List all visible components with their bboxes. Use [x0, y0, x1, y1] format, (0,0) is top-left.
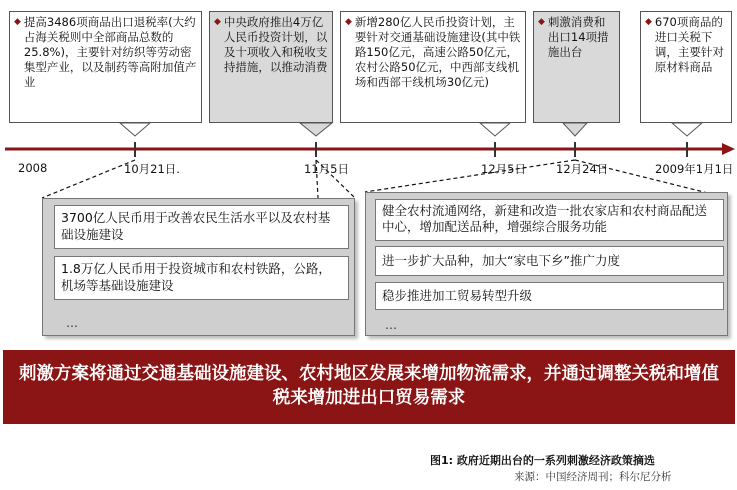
item-text: 3700亿人民币用于改善农民生活水平以及农村基础设施建设 [61, 210, 331, 242]
callout-28-billion-plan [340, 11, 526, 123]
right-detail-item [375, 282, 724, 310]
right-detail-item [375, 199, 724, 241]
timeline-date-label: 10月21日. [124, 162, 180, 176]
right-detail-item [375, 246, 724, 276]
figure-caption: 图1: 政府近期出台的一系列刺激经济政策摘选 [430, 454, 655, 467]
timeline-date-label: 12月24日 [556, 162, 609, 176]
left-ellipsis: … [66, 316, 78, 330]
callout-pointer [672, 123, 702, 136]
callout-text: 新增280亿人民币投资计划，主要针对交通基础设施建设(其中铁路150亿元，高速公路50亿元，农村公路50亿元，中西部支线机场和西部干线机场30亿元) [354, 15, 521, 89]
left-detail-item [54, 256, 349, 300]
bullet-icon: ◆ [14, 17, 21, 27]
dashed-connector [42, 160, 135, 198]
callout-14-measures [533, 11, 620, 123]
timeline-start-label: 2008 [18, 161, 48, 175]
left-detail-item [54, 205, 349, 249]
callout-text: 670项商品的进口关税下调，主要针对原材料商品 [654, 15, 724, 74]
right-ellipsis: … [385, 318, 397, 332]
timeline-date-label: 2009年1月1日 [655, 162, 734, 176]
bullet-icon: ◆ [645, 17, 652, 27]
bullet-icon: ◆ [345, 17, 352, 27]
callout-text: 中央政府推出4万亿人民币投资计划，以及十项收入和税收支持措施，以推动消费 [223, 15, 328, 74]
callout-pointer [480, 123, 510, 136]
callout-4-trillion-plan [209, 11, 333, 123]
callout-export-rebate [9, 11, 202, 123]
bullet-icon: ◆ [538, 17, 545, 27]
bullet-icon: ◆ [214, 17, 221, 27]
timeline-date-label: 12月5日 [481, 162, 526, 176]
timeline-arrowhead [722, 143, 735, 155]
callout-import-tariff [640, 11, 732, 123]
callout-text: 提高3486项商品出口退税率(大约占海关税则中全部商品总数的25.8%)，主要针对纺织等劳动密集型产业，以及制药等高附加值产业 [23, 15, 197, 89]
item-text: 进一步扩大品种，加大“家电下乡”推广力度 [382, 253, 620, 268]
item-text: 健全农村流通网络，新建和改造一批农家店和农村商品配送中心，增加配送品种，增强综合服务功能 [382, 203, 708, 234]
callout-text: 刺激消费和出口14项措施出台 [547, 15, 609, 59]
timeline-date-label: 11月5日 [304, 162, 349, 176]
item-text: 稳步推进加工贸易转型升级 [382, 288, 533, 303]
conclusion-banner: 刺激方案将通过交通基础设施建设、农村地区发展来增加物流需求，并通过调整关税和增值税来增加进出口贸易需求 [3, 350, 735, 424]
source-note: 来源：中国经济周刊；科尔尼分析 [514, 471, 672, 483]
item-text: 1.8万亿人民币用于投资城市和农村铁路，公路，机场等基础设施建设 [61, 261, 331, 293]
callout-pointer [563, 123, 587, 136]
callout-pointer [300, 123, 332, 136]
dashed-connector [365, 160, 575, 192]
callout-pointer [120, 123, 150, 136]
